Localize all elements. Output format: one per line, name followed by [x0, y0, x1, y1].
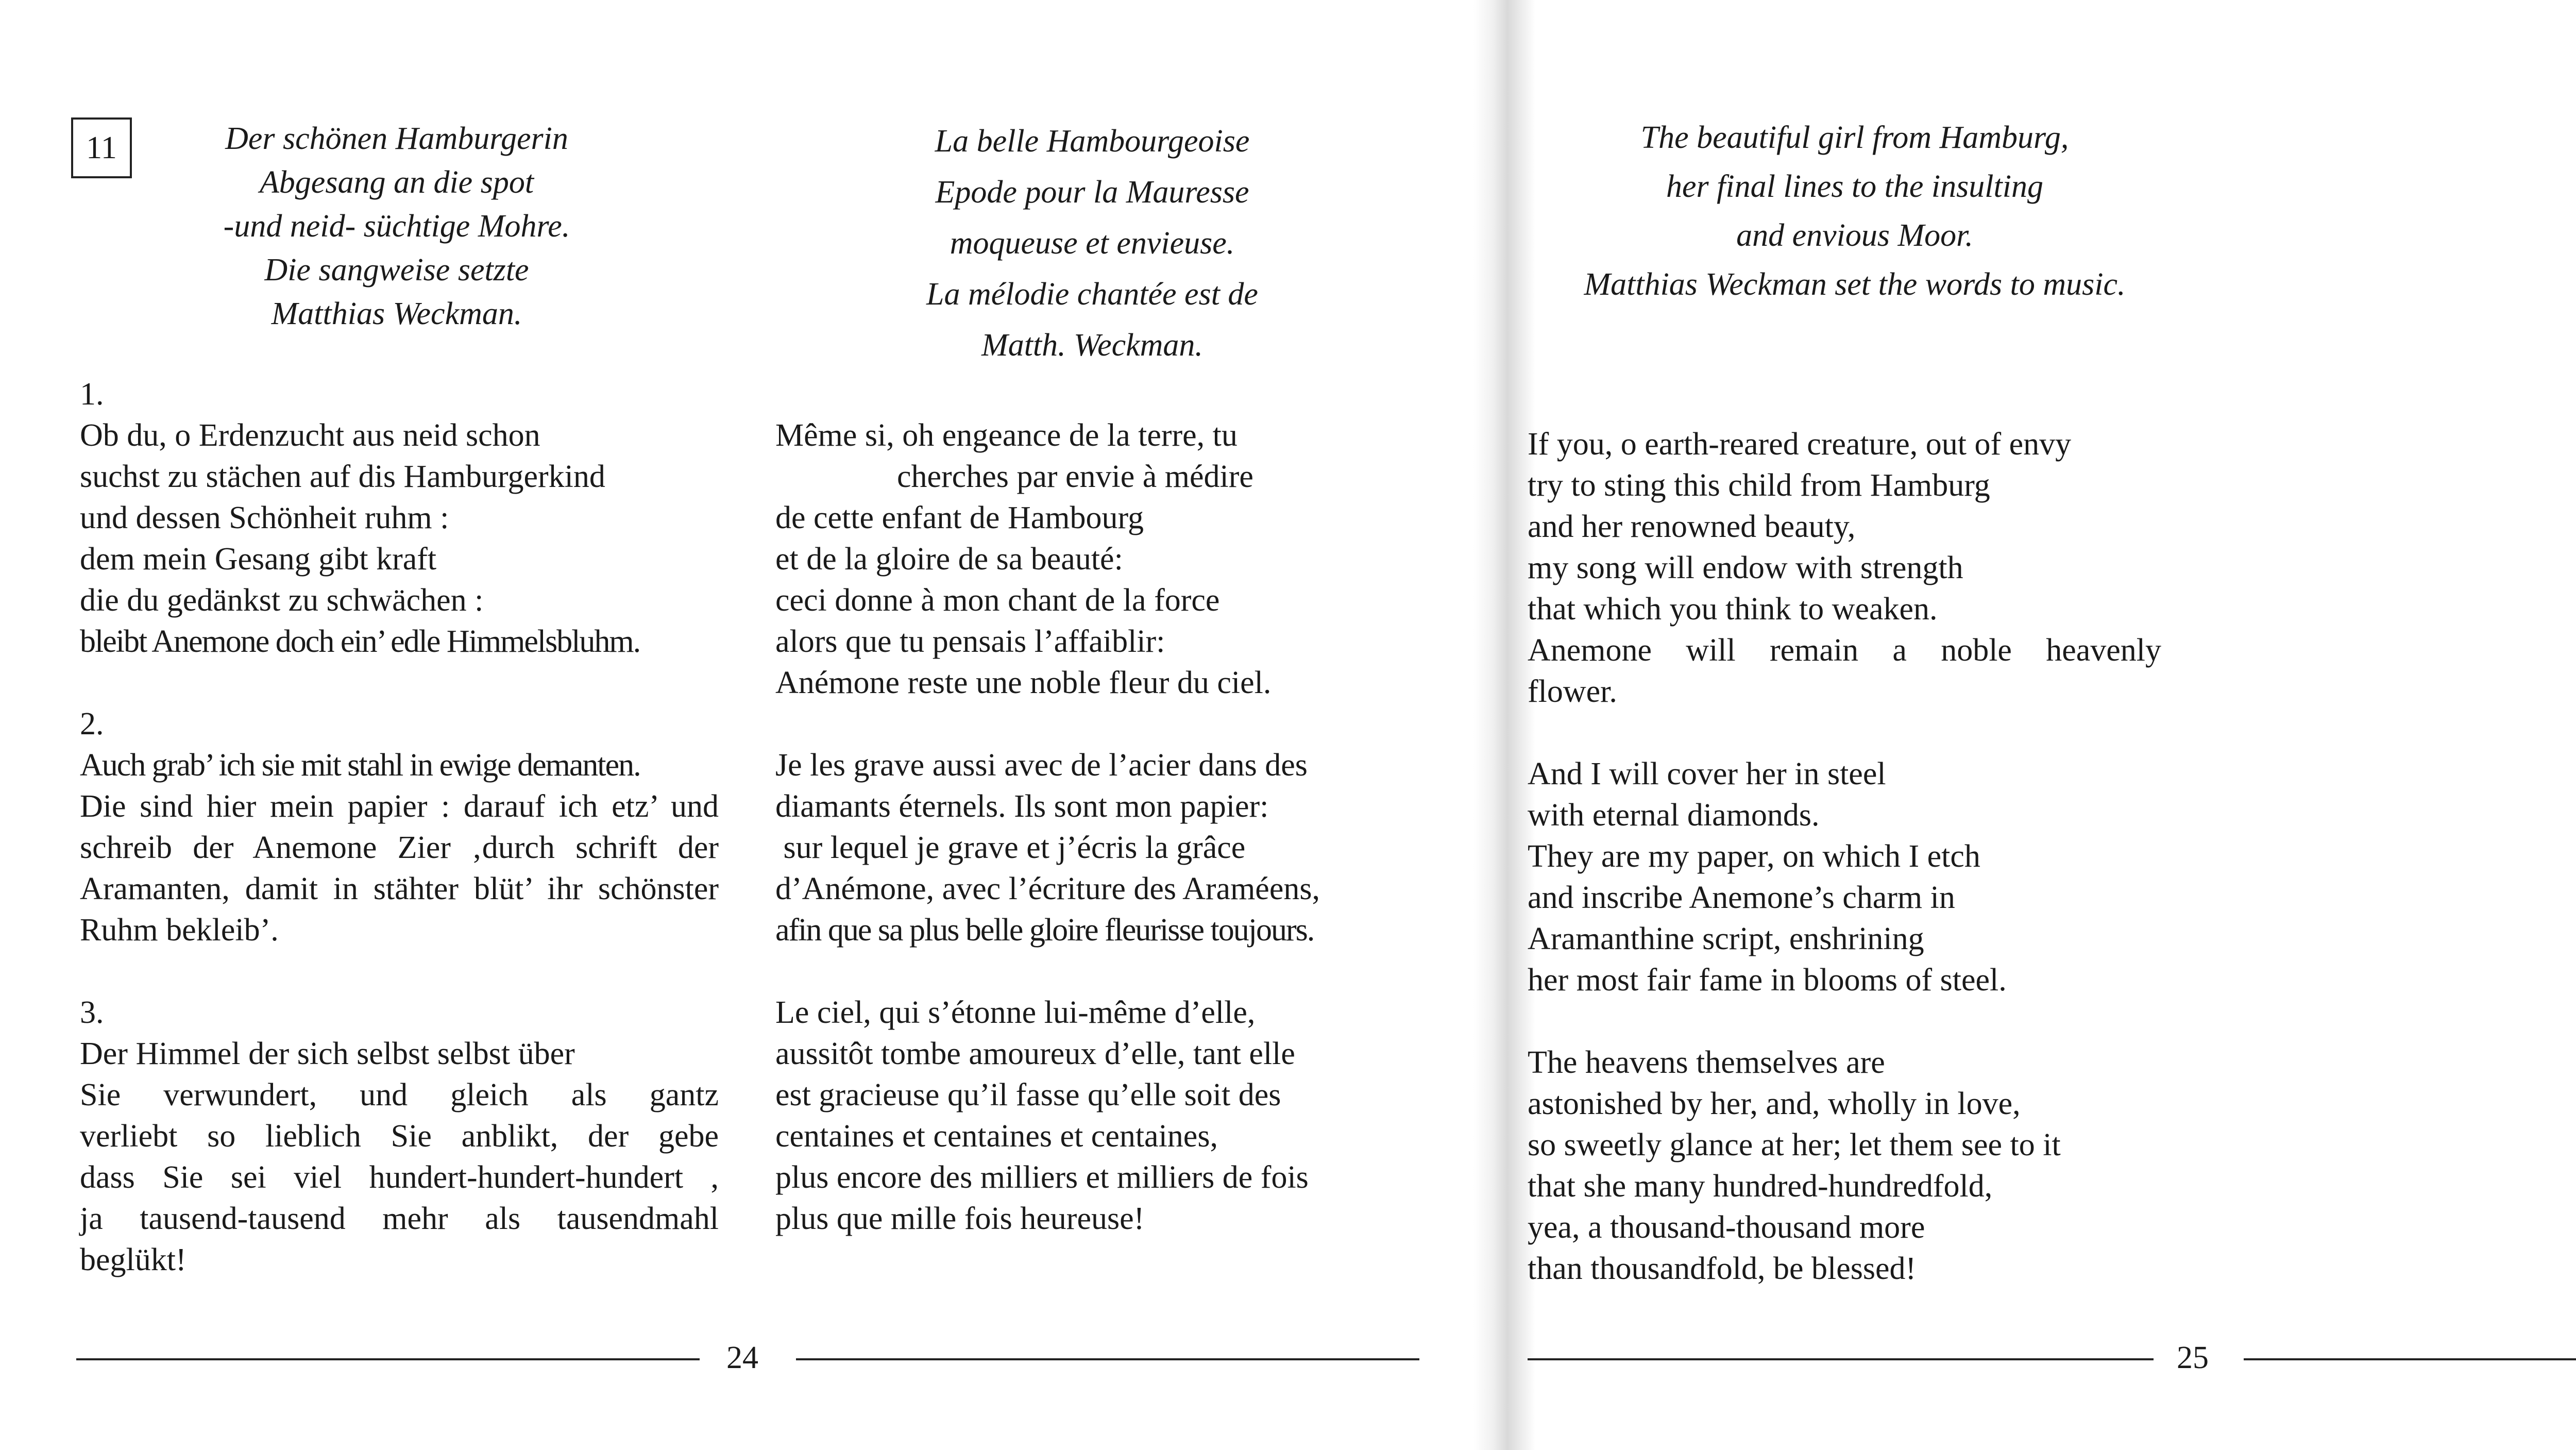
verse-line: The heavens themselves are: [1528, 1045, 1885, 1080]
verse-line: my song will endow with strength: [1528, 550, 1963, 585]
verse-line: cherches par envie à médire: [897, 459, 1253, 494]
verse-line: die du gedänkst zu schwächen :: [80, 583, 484, 618]
german-title-line: Abgesang an die spot: [259, 165, 534, 200]
poem-number-badge: 11: [71, 117, 132, 178]
english-stanza-3: [1528, 1042, 2197, 1289]
verse-line: de cette enfant de Hambourg: [775, 500, 1144, 535]
verse-line: that she many hundred-hundredfold,: [1528, 1169, 1993, 1204]
french-stanza-3: [775, 992, 1440, 1239]
verse-line: And I will cover her in steel: [1528, 756, 1886, 791]
german-title-line: Die sangweise setzte: [264, 252, 529, 288]
verse-line: alors que tu pensais l’affaiblir:: [775, 624, 1165, 659]
verse-line: Auch grab’ ich sie mit stahl in ewige demanten.: [80, 748, 640, 783]
verse-line: If you, o earth-reared creature, out of envy: [1528, 427, 2072, 462]
french-text: [775, 415, 1440, 1239]
french-title: [855, 116, 1329, 371]
french-stanza-2: [775, 745, 1440, 951]
verse-line: und dessen Schönheit ruhm :: [80, 500, 449, 535]
german-stanza-3: [80, 1033, 729, 1280]
verse-line: centaines et centaines et centaines,: [775, 1119, 1218, 1154]
german-title-line: Der schönen Hamburgerin: [225, 121, 568, 156]
verse-line: They are my paper, on which I etch: [1528, 839, 1980, 874]
verse-line: Die sind hier mein papier : darauf ich etz’ und: [80, 789, 719, 824]
footer-rule-right: [2244, 1358, 2576, 1360]
german-title-line: -und neid- süchtige Mohre.: [223, 209, 570, 244]
verse-line: schreib der Anemone Zier ‚durch schrift der: [80, 830, 719, 865]
verse-line: so sweetly glance at her; let them see to it: [1528, 1127, 2061, 1162]
verse-line: her most fair fame in blooms of steel.: [1528, 963, 2007, 998]
verse-line: plus encore des milliers et milliers de fois: [775, 1160, 1309, 1195]
footer-rule-left: [76, 1358, 700, 1360]
verse-line: diamants éternels. Ils sont mon papier:: [775, 789, 1269, 824]
verse-line: Le ciel, qui s’étonne lui-même d’elle,: [775, 995, 1256, 1030]
french-title-line: moqueuse et envieuse.: [950, 226, 1235, 261]
french-title-line: Epode pour la Mauresse: [935, 175, 1249, 210]
verse-line: suchst zu stächen auf dis Hamburgerkind: [80, 459, 605, 494]
french-stanza-1: [775, 415, 1440, 703]
stanza-number: 3.: [80, 995, 104, 1030]
stanza-number: 1.: [80, 377, 104, 412]
english-text: [1528, 424, 2197, 1289]
verse-line: that which you think to weaken.: [1528, 592, 1938, 627]
verse-line: Aramanten, damit in stähter blüt’ ihr schönster: [80, 871, 719, 906]
verse-line: ja tausend-tausend mehr als tausendmahl: [80, 1201, 719, 1236]
footer-rule-right: [796, 1358, 1419, 1360]
verse-line: and her renowned beauty,: [1528, 509, 1856, 544]
english-title-line: her final lines to the insulting: [1666, 169, 2043, 204]
english-stanza-1: [1528, 424, 2197, 712]
verse-line: try to sting this child from Hamburg: [1528, 468, 1990, 503]
verse-line: beglükt!: [80, 1242, 187, 1277]
verse-line: sur lequel je grave et j’écris la grâce: [775, 830, 1246, 865]
english-title-line: and envious Moor.: [1736, 218, 1973, 253]
verse-line: Même si, oh engeance de la terre, tu: [775, 418, 1238, 453]
verse-line: flower.: [1528, 674, 1617, 709]
verse-line: Ruhm bekleib’.: [80, 913, 279, 948]
french-title-line: Matth. Weckman.: [981, 328, 1203, 363]
german-stanza-2: [80, 745, 729, 951]
verse-line: with eternal diamonds.: [1528, 798, 1820, 833]
french-title-line: La mélodie chantée est de: [926, 277, 1258, 312]
verse-line: bleibt Anemone doch ein’ edle Himmelsbluhm.: [80, 624, 640, 659]
page-number-left: 24: [726, 1340, 758, 1375]
verse-line: et de la gloire de sa beauté:: [775, 542, 1123, 577]
verse-line: Ob du, o Erdenzucht aus neid schon: [80, 418, 540, 453]
verse-line: aussitôt tombe amoureux d’elle, tant elle: [775, 1036, 1295, 1071]
verse-line: dass Sie sei viel hundert-hundert-hundert ,: [80, 1160, 719, 1195]
page-number-right: 25: [2177, 1340, 2209, 1375]
verse-line: dem mein Gesang gibt kraft: [80, 542, 437, 577]
english-title-line: Matthias Weckman set the words to music.: [1584, 267, 2126, 302]
verse-line: than thousandfold, be blessed!: [1528, 1251, 1917, 1286]
german-stanza-1: [80, 415, 729, 662]
english-title: [1520, 113, 2190, 309]
verse-line: est gracieuse qu’il fasse qu’elle soit des: [775, 1077, 1281, 1112]
verse-line: Je les grave aussi avec de l’acier dans des: [775, 748, 1308, 783]
german-title-line: Matthias Weckman.: [271, 296, 522, 331]
verse-line: Sie verwundert, und gleich als gantz: [80, 1077, 719, 1112]
german-text: [80, 374, 729, 1280]
english-title-line: The beautiful girl from Hamburg,: [1640, 120, 2069, 155]
stanza-number: 2.: [80, 706, 104, 741]
verse-line: and inscribe Anemone’s charm in: [1528, 880, 1955, 915]
verse-line: afin que sa plus belle gloire fleurisse toujours.: [775, 913, 1314, 948]
verse-line: verliebt so lieblich Sie anblikt, der gebe: [80, 1119, 719, 1154]
verse-line: Anemone will remain a noble heavenly: [1528, 633, 2161, 668]
verse-line: Der Himmel der sich selbst selbst über: [80, 1036, 575, 1071]
verse-line: Anémone reste une noble fleur du ciel.: [775, 665, 1272, 700]
german-title: [170, 117, 623, 336]
verse-line: plus que mille fois heureuse!: [775, 1201, 1145, 1236]
verse-line: yea, a thousand-thousand more: [1528, 1210, 1925, 1245]
verse-line: astonished by her, and, wholly in love,: [1528, 1086, 2021, 1121]
french-title-line: La belle Hambourgeoise: [935, 124, 1250, 159]
english-stanza-2: [1528, 753, 2197, 1001]
verse-line: Aramanthine script, enshrining: [1528, 921, 1924, 956]
verse-line: ceci donne à mon chant de la force: [775, 583, 1220, 618]
footer-rule-left: [1528, 1358, 2154, 1360]
verse-line: d’Anémone, avec l’écriture des Araméens,: [775, 871, 1320, 906]
